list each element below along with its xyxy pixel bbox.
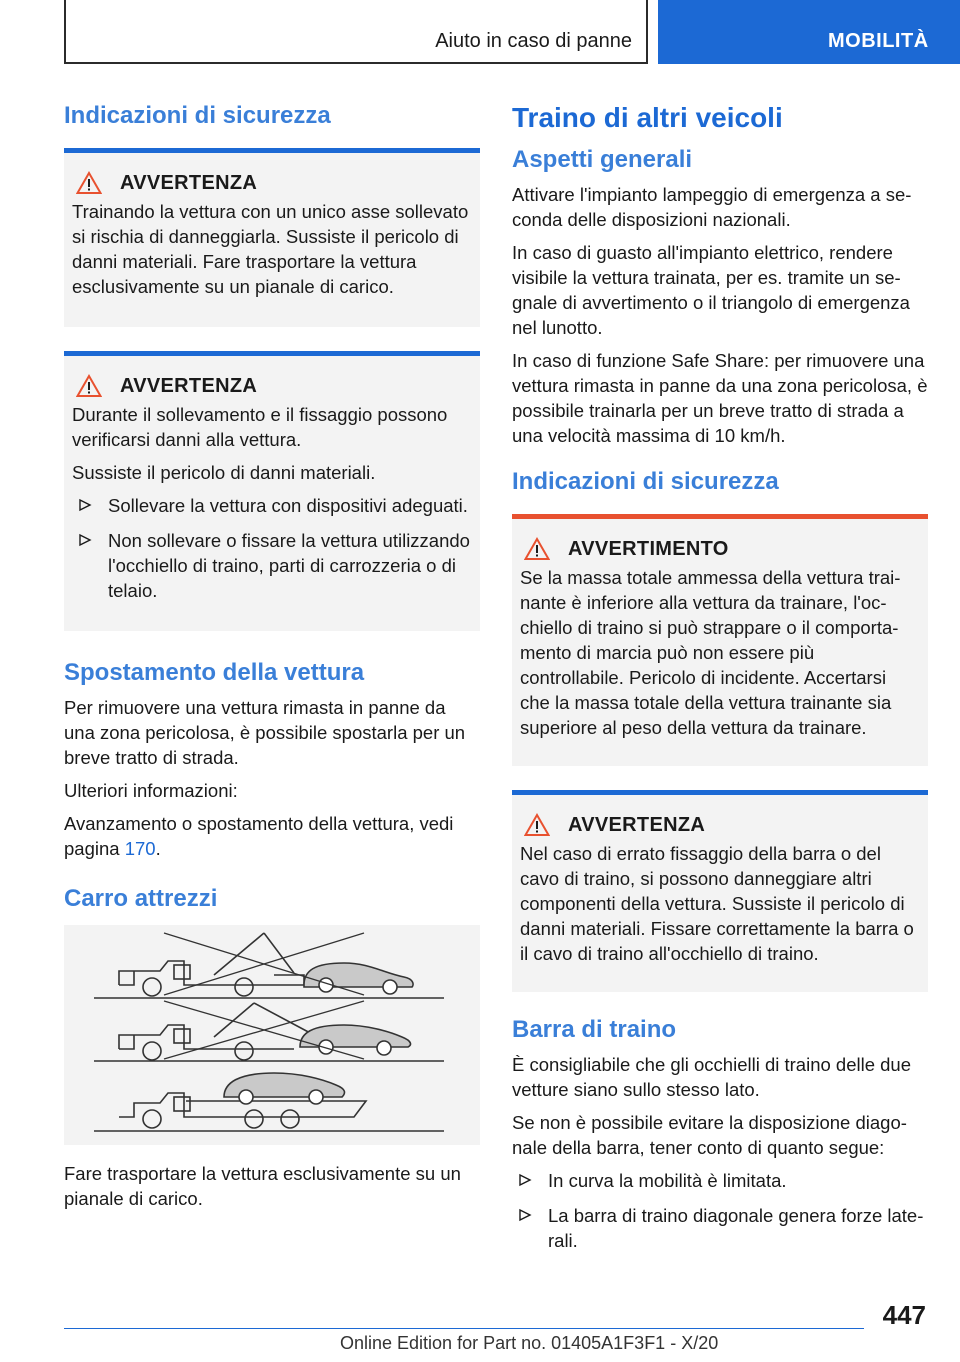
heading-tow-bar: Barra di traino <box>512 1016 677 1043</box>
body-text-reference: Avanzamento o spostamento della vettura, vedi pagina 170. <box>64 813 454 859</box>
heading-towing-other-vehicles: Traino di altri veicoli <box>512 102 783 133</box>
body-text: È consigliabile che gli occhielli di traino delle due vetture siano sullo stesso lato. <box>512 1054 912 1100</box>
warning-text: Sussiste il pericolo di danni materiali. <box>72 462 376 483</box>
warning-triangle-icon <box>524 537 550 561</box>
warning-box-4 <box>512 790 928 992</box>
warning-box-2 <box>64 351 480 631</box>
warning-box-3 <box>512 514 928 766</box>
triangle-bullet-icon <box>518 1173 532 1187</box>
tow-truck-illustration <box>64 925 480 1145</box>
warning-triangle-icon <box>524 813 550 837</box>
header-section-title: Aiuto in caso di panne <box>435 30 632 52</box>
body-text: Se non è possibile evitare la disposizione diagonale della barra, tener conto di quanto segue: <box>512 1112 907 1158</box>
warning-text: Se la massa totale ammessa della vettura trainante è inferiore alla vettura da trainare, l'occhiello di traino si può strappare o il comportamento di marcia può non essere più controllabile. Pericolo di incidente. Accertarsi che la massa totale della vettura trainante sia superiore al peso della vettura da trainare. <box>520 567 901 738</box>
heading-move-vehicle: Spostamento della vettura <box>64 659 365 686</box>
list-item: Non sollevare o fissare la vettura utilizzando l'occhiello di traino, parti di carrozzeria o di telaio. <box>72 528 472 603</box>
warning-title: AVVERTENZA <box>568 813 706 836</box>
page-number: 447 <box>882 1300 926 1330</box>
page-reference-link[interactable]: 170 <box>124 838 156 859</box>
header-section-box <box>64 0 648 64</box>
body-text: Fare trasportare la vettura esclusivamente su un pianale di carico. <box>64 1163 461 1209</box>
body-text: Per rimuovere una vettura rimasta in panne da una zona pericolosa, è possibile spostarla per un breve tratto di strada. <box>64 697 466 768</box>
warning-text: Nel caso di errato fissaggio della barra o del cavo di traino, si possono danneggiare altri componenti della vettura. Sussiste il pericolo di danni materiali. Fissare correttamente la barra o il cavo di traino all'occhiello di traino. <box>520 843 914 964</box>
body-text: In caso di guasto all'impianto elettrico, rendere visibile la vettura trainata, per es. tramite un segnale di avvertimento o il triangolo di emergenza nel lunotto. <box>512 242 910 338</box>
warning-triangle-icon <box>76 374 102 398</box>
body-text: Attivare l'impianto lampeggio di emergenza a seconda delle disposizioni nazionali. <box>512 184 912 230</box>
header-chapter-tab <box>658 0 960 64</box>
footer-divider <box>64 1328 864 1329</box>
heading-safety-left: Indicazioni di sicurezza <box>64 102 331 129</box>
list-item: In curva la mobilità è limitata. <box>512 1168 928 1193</box>
list-item: La barra di traino diagonale genera forze laterali. <box>512 1203 928 1253</box>
warning-title: AVVERTENZA <box>120 171 258 194</box>
list-item: Sollevare la vettura con dispositivi adeguati. <box>72 493 472 518</box>
tow-truck-drawing <box>64 925 480 1145</box>
left-column <box>64 100 480 1219</box>
warning-box-1 <box>64 148 480 327</box>
warning-text: Trainando la vettura con un unico asse sollevato si rischia di danneggiarla. Sussiste il pericolo di danni materiali. Fare trasportare la vettura esclusivamente su un pianale di carico. <box>72 201 469 297</box>
heading-tow-truck: Carro attrezzi <box>64 885 218 912</box>
footer-edition: Online Edition for Part no. 01405A1F3F1 - X/20 <box>340 1333 719 1353</box>
triangle-bullet-icon <box>78 498 92 512</box>
tow-bar-list <box>512 1168 928 1253</box>
right-column <box>512 100 928 1263</box>
heading-general: Aspetti generali <box>512 146 693 173</box>
warning-title: AVVERTENZA <box>120 374 258 397</box>
triangle-bullet-icon <box>518 1208 532 1222</box>
heading-safety-right: Indicazioni di sicurezza <box>512 468 779 495</box>
header-chapter-title: MOBILITÀ <box>828 30 929 52</box>
warning-text: Durante il sollevamento e il fissaggio possono verificarsi danni alla vettura. <box>72 404 448 450</box>
body-text: In caso di funzione Safe Share: per rimuovere una vettura rimasta in panne da una zona pericolosa, è possibile trainarla per un breve tratto di strada a una velocità massima di 10 km/h. <box>512 350 928 446</box>
body-text: Ulteriori informazioni: <box>64 780 238 801</box>
warning-title: AVVERTIMENTO <box>568 537 729 560</box>
warning-list <box>72 493 472 603</box>
warning-triangle-icon <box>76 171 102 195</box>
triangle-bullet-icon <box>78 533 92 547</box>
